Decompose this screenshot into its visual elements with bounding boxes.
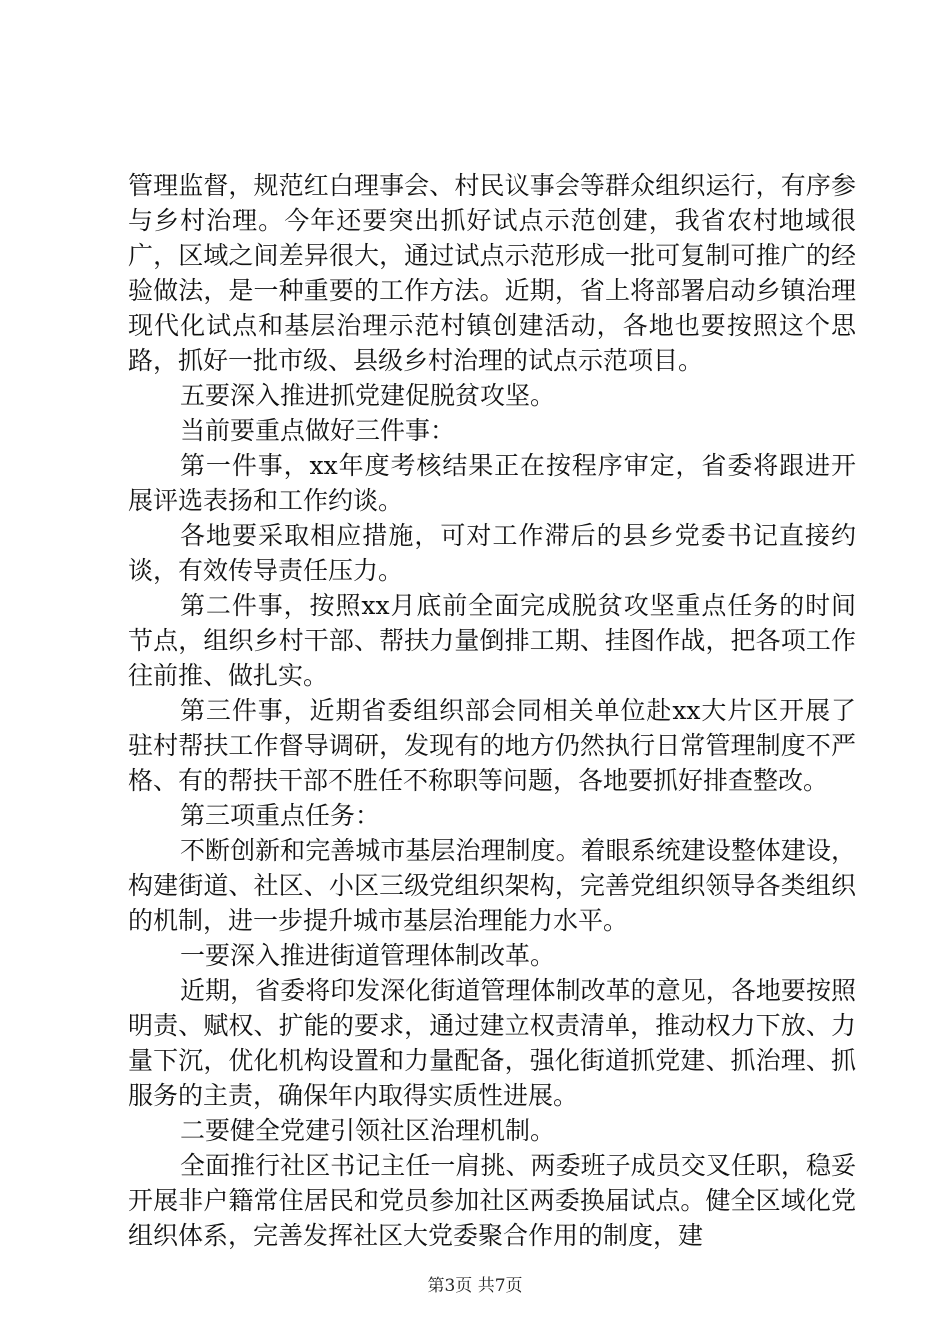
paragraph: 第三件事，近期省委组织部会同相关单位赴xx大片区开展了驻村帮扶工作督导调研，发现有的地方仍然执行日常管理制度不严格、有的帮扶干部不胜任不称职等问题，各地要抓好排查整改。: [128, 696, 856, 795]
paragraph: 第三项重点任务：: [180, 801, 381, 830]
paragraph-continuation: 管理监督，规范红白理事会、村民议事会等群众组织运行，有序参与乡村治理。今年还要突出抓好试点示范创建，我省农村地域很广，区域之间差异很大，通过试点示范形成一批可复制可推广的经验做法，是一种重要的工作方法。近期，省上将部署启动乡镇治理现代化试点和基层治理示范村镇创建活动，各地也要按照这个思路，抓好一批市级、县级乡村治理的试点示范项目。: [128, 171, 856, 375]
paragraph: 全面推行社区书记主任一肩挑、两委班子成员交叉任职，稳妥开展非户籍常住居民和党员参加社区两委换届试点。健全区域化党组织体系，完善发挥社区大党委聚合作用的制度，建: [128, 1151, 856, 1250]
paragraph: 第二件事，按照xx月底前全面完成脱贫攻坚重点任务的时间节点，组织乡村干部、帮扶力量倒排工期、挂图作战，把各项工作往前推、做扎实。: [128, 591, 856, 690]
paragraph: 五要深入推进抓党建促脱贫攻坚。: [180, 381, 556, 410]
paragraph: 不断创新和完善城市基层治理制度。着眼系统建设整体建设，构建街道、社区、小区三级党组织架构，完善党组织领导各类组织的机制，进一步提升城市基层治理能力水平。: [128, 836, 856, 935]
paragraph: 当前要重点做好三件事：: [180, 416, 456, 445]
paragraph: 第一件事，xx年度考核结果正在按程序审定，省委将跟进开展评选表扬和工作约谈。: [128, 451, 856, 515]
paragraph: 二要健全党建引领社区治理机制。: [180, 1116, 556, 1145]
page-number-footer: 第3页 共7页: [427, 1276, 523, 1296]
paragraph: 近期，省委将印发深化街道管理体制改革的意见，各地要按照明责、赋权、扩能的要求，通过建立权责清单，推动权力下放、力量下沉，优化机构设置和力量配备，强化街道抓党建、抓治理、抓服务的主责，确保年内取得实质性进展。: [128, 976, 856, 1110]
paragraph: 各地要采取相应措施，可对工作滞后的县乡党委书记直接约谈，有效传导责任压力。: [128, 521, 856, 585]
document-body: [128, 168, 856, 1253]
paragraph: 一要深入推进街道管理体制改革。: [180, 941, 556, 970]
